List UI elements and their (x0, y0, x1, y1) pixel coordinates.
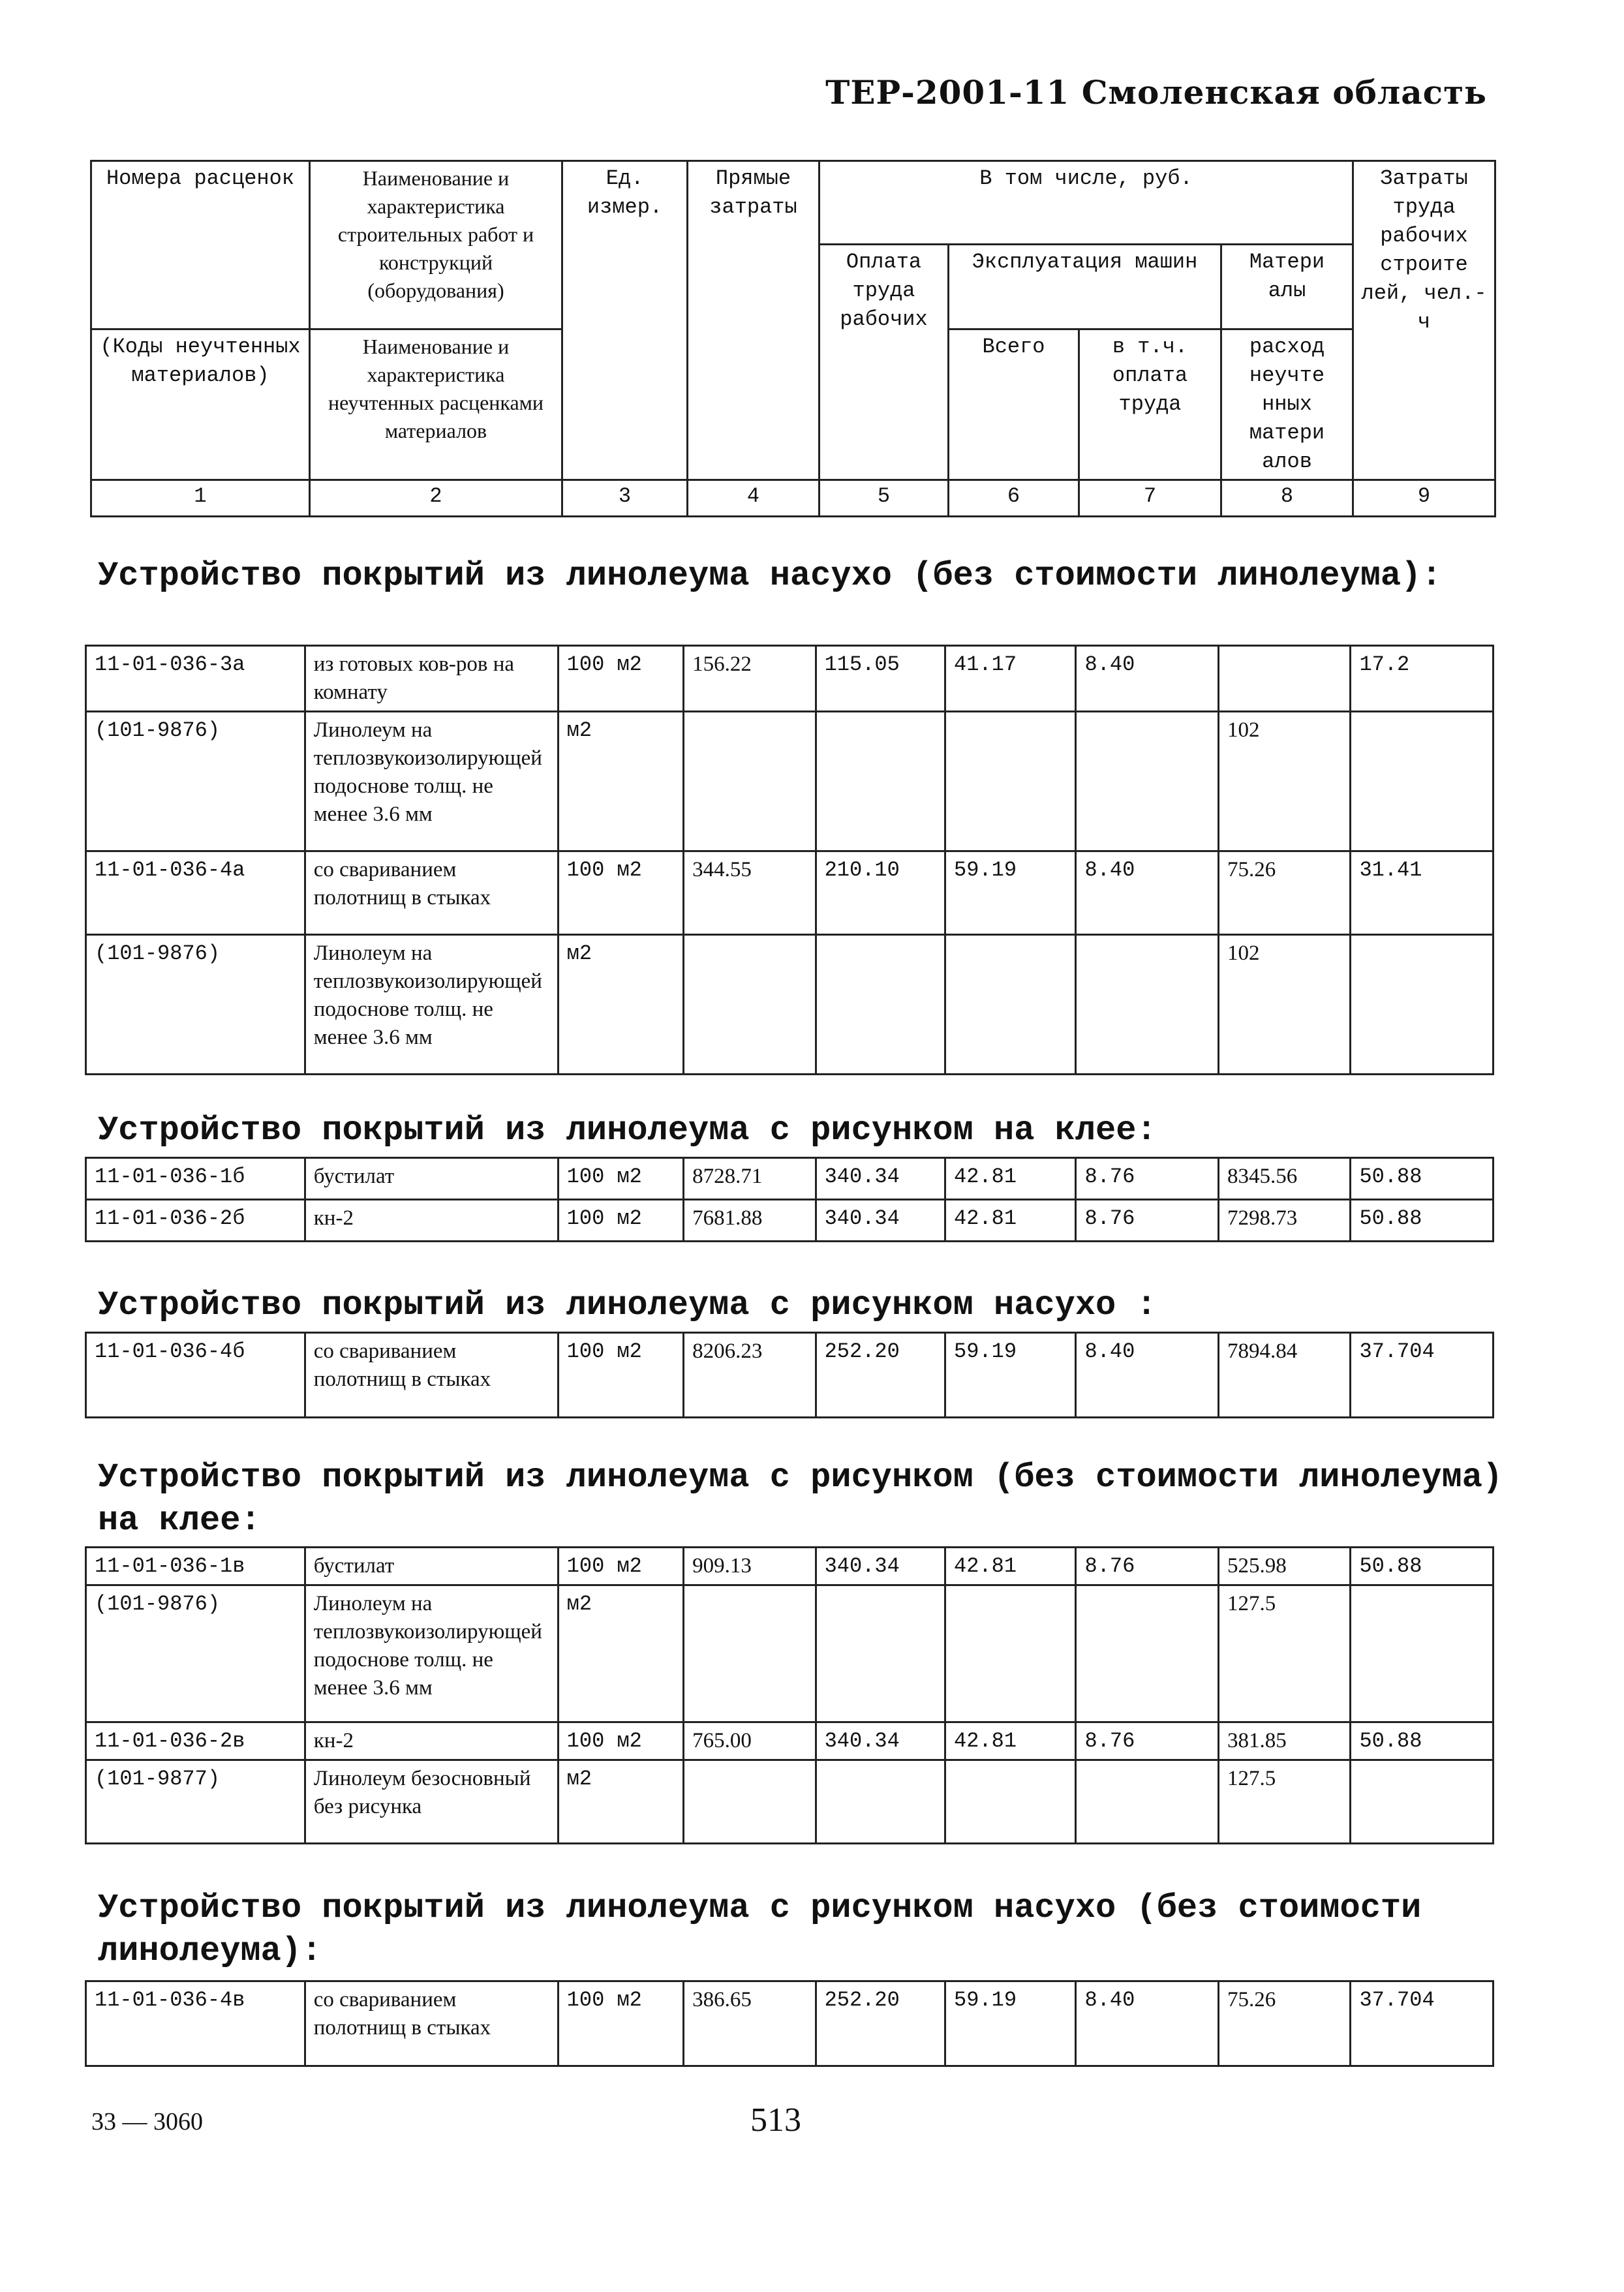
machine-cost: 59.19 (945, 1981, 1076, 2066)
table-row (86, 1981, 1494, 2066)
table-row (86, 1158, 1494, 1200)
unit: 100 м2 (558, 1548, 683, 1585)
machine-cost: 42.81 (945, 1548, 1076, 1585)
labor-cost (816, 935, 945, 1075)
labor-hours: 50.88 (1351, 1548, 1494, 1585)
machine-labor-cost: 8.40 (1076, 851, 1219, 935)
labor-hours: 50.88 (1351, 1200, 1494, 1242)
rate-code: 11-01-036-1в (86, 1548, 305, 1585)
section-title: Устройство покрытий из линолеума с рисунком (без стоимости линолеума) на клее: (98, 1458, 1503, 1540)
machine-labor-cost (1076, 712, 1219, 851)
section-table (85, 1980, 1494, 2067)
machine-labor-cost: 8.76 (1076, 1200, 1219, 1242)
labor-hours: 17.2 (1351, 646, 1494, 712)
machine-labor-cost: 8.40 (1076, 1981, 1219, 2066)
header-direct: Прямые затраты (688, 161, 820, 480)
direct-cost (684, 712, 816, 851)
material-cost: 127.5 (1218, 1760, 1350, 1844)
labor-hours (1351, 1585, 1494, 1722)
labor-cost: 210.10 (816, 851, 945, 935)
direct-cost (684, 1585, 816, 1722)
header-codes: Номера расценок (91, 161, 310, 245)
header-material-name: Наименование и характеристика неучтенных расценками материалов (310, 329, 562, 480)
machine-cost: 42.81 (945, 1200, 1076, 1242)
rate-code: (101-9876) (86, 712, 305, 851)
work-name: бустилат (305, 1548, 558, 1585)
material-cost: 75.26 (1218, 1981, 1350, 2066)
direct-cost: 8728.71 (684, 1158, 816, 1200)
machine-labor-cost: 8.40 (1076, 646, 1219, 712)
material-cost: 102 (1218, 712, 1350, 851)
labor-hours: 50.88 (1351, 1722, 1494, 1760)
header-mach-total: Всего (949, 329, 1079, 480)
labor-hours (1351, 935, 1494, 1075)
labor-cost (816, 712, 945, 851)
machine-cost (945, 935, 1076, 1075)
work-name: из готовых ков-ров на комнату (305, 646, 558, 712)
rate-code: 11-01-036-2в (86, 1722, 305, 1760)
machine-labor-cost: 8.40 (1076, 1333, 1219, 1418)
rate-code: (101-9877) (86, 1760, 305, 1844)
unit: 100 м2 (558, 1722, 683, 1760)
labor-cost: 252.20 (816, 1333, 945, 1418)
header-material-codes: (Коды неучтенных материалов) (91, 329, 310, 480)
col-number: 2 (310, 480, 562, 517)
work-name: Линолеум на теплозвукоизолирующей подоснове толщ. не менее 3.6 мм (305, 712, 558, 851)
labor-hours (1351, 712, 1494, 851)
unit: 100 м2 (558, 1200, 683, 1242)
labor-cost: 340.34 (816, 1158, 945, 1200)
direct-cost: 765.00 (684, 1722, 816, 1760)
labor-hours: 37.704 (1351, 1333, 1494, 1418)
unit: м2 (558, 1760, 683, 1844)
header-name: Наименование и характеристика строительных работ и конструкций (оборудования) (310, 161, 562, 329)
rate-code: 11-01-036-4б (86, 1333, 305, 1418)
footer-code: 33 — 3060 (91, 2108, 203, 2135)
machine-cost (945, 712, 1076, 851)
material-cost: 75.26 (1218, 851, 1350, 935)
work-name: со свариванием полотнищ в стыках (305, 851, 558, 935)
header-machines: Эксплуатация машин (949, 245, 1221, 329)
machine-labor-cost: 8.76 (1076, 1722, 1219, 1760)
direct-cost (684, 935, 816, 1075)
material-cost: 7298.73 (1218, 1200, 1350, 1242)
table-row (86, 1760, 1494, 1844)
table-row (86, 851, 1494, 935)
section-table (85, 1546, 1494, 1844)
material-cost (1218, 646, 1350, 712)
rate-code: 11-01-036-4а (86, 851, 305, 935)
machine-cost: 42.81 (945, 1722, 1076, 1760)
header-labor: Оплата труда рабочих (820, 245, 949, 480)
labor-hours: 37.704 (1351, 1981, 1494, 2066)
header-hours: Затраты труда рабочих строите лей, чел.-ч (1353, 161, 1495, 480)
direct-cost: 156.22 (684, 646, 816, 712)
section-table (85, 1157, 1494, 1242)
work-name: кн-2 (305, 1722, 558, 1760)
material-cost: 525.98 (1218, 1548, 1350, 1585)
table-row (86, 1585, 1494, 1722)
section-title: Устройство покрытий из линолеума с рисунком на клее: (98, 1111, 1157, 1150)
labor-hours: 31.41 (1351, 851, 1494, 935)
col-number: 9 (1353, 480, 1495, 517)
machine-cost: 42.81 (945, 1158, 1076, 1200)
unit: 100 м2 (558, 1158, 683, 1200)
table-row (86, 935, 1494, 1075)
labor-cost: 340.34 (816, 1200, 945, 1242)
rate-code: (101-9876) (86, 1585, 305, 1722)
labor-cost: 340.34 (816, 1722, 945, 1760)
material-cost: 127.5 (1218, 1585, 1350, 1722)
unit: 100 м2 (558, 1981, 683, 2066)
table-row (86, 1200, 1494, 1242)
col-number: 4 (688, 480, 820, 517)
rate-code: 11-01-036-2б (86, 1200, 305, 1242)
table-row (86, 712, 1494, 851)
col-number: 8 (1221, 480, 1353, 517)
direct-cost (684, 1760, 816, 1844)
work-name: со свариванием полотнищ в стыках (305, 1333, 558, 1418)
table-row (86, 1548, 1494, 1585)
unit: м2 (558, 935, 683, 1075)
unit: 100 м2 (558, 646, 683, 712)
rate-code: 11-01-036-4в (86, 1981, 305, 2066)
header-material-usage: расход неучте нных матери алов (1221, 329, 1353, 480)
labor-hours: 50.88 (1351, 1158, 1494, 1200)
machine-cost: 59.19 (945, 1333, 1076, 1418)
header-group: В том числе, руб. (820, 161, 1353, 245)
section-table (85, 1332, 1494, 1418)
header-spacer (91, 245, 310, 329)
work-name: Линолеум на теплозвукоизолирующей подоснове толщ. не менее 3.6 мм (305, 1585, 558, 1722)
page-number: 513 (750, 2101, 801, 2139)
section-title: Устройство покрытий из линолеума насухо (без стоимости линолеума): (98, 557, 1442, 595)
direct-cost: 909.13 (684, 1548, 816, 1585)
labor-cost (816, 1585, 945, 1722)
labor-cost: 115.05 (816, 646, 945, 712)
machine-labor-cost (1076, 1760, 1219, 1844)
rate-code: 11-01-036-3а (86, 646, 305, 712)
labor-cost: 252.20 (816, 1981, 945, 2066)
table-row (86, 1722, 1494, 1760)
table-row (86, 646, 1494, 712)
machine-labor-cost: 8.76 (1076, 1158, 1219, 1200)
section-table (85, 645, 1494, 1075)
section-title: Устройство покрытий из линолеума с рисунком насухо : (98, 1286, 1157, 1324)
column-header-table (90, 160, 1496, 517)
table-row (86, 1333, 1494, 1418)
work-name: Линолеум безосновный без рисунка (305, 1760, 558, 1844)
section-title: Устройство покрытий из линолеума с рисунком насухо (без стоимости линолеума): (98, 1889, 1422, 1970)
col-number: 5 (820, 480, 949, 517)
work-name: со свариванием полотнищ в стыках (305, 1981, 558, 2066)
material-cost: 102 (1218, 935, 1350, 1075)
material-cost: 7894.84 (1218, 1333, 1350, 1418)
col-number: 6 (949, 480, 1079, 517)
material-cost: 381.85 (1218, 1722, 1350, 1760)
unit: м2 (558, 712, 683, 851)
machine-labor-cost: 8.76 (1076, 1548, 1219, 1585)
machine-labor-cost (1076, 935, 1219, 1075)
work-name: бустилат (305, 1158, 558, 1200)
machine-labor-cost (1076, 1585, 1219, 1722)
header-mach-labor: в т.ч. оплата труда (1079, 329, 1221, 480)
unit: 100 м2 (558, 1333, 683, 1418)
machine-cost: 59.19 (945, 851, 1076, 935)
labor-cost: 340.34 (816, 1548, 945, 1585)
direct-cost: 386.65 (684, 1981, 816, 2066)
header-materials: Матери алы (1221, 245, 1353, 329)
labor-cost (816, 1760, 945, 1844)
labor-hours (1351, 1760, 1494, 1844)
work-name: кн-2 (305, 1200, 558, 1242)
direct-cost: 344.55 (684, 851, 816, 935)
machine-cost (945, 1760, 1076, 1844)
direct-cost: 7681.88 (684, 1200, 816, 1242)
machine-cost: 41.17 (945, 646, 1076, 712)
material-cost: 8345.56 (1218, 1158, 1350, 1200)
unit: м2 (558, 1585, 683, 1722)
col-number: 3 (562, 480, 688, 517)
rate-code: (101-9876) (86, 935, 305, 1075)
direct-cost: 8206.23 (684, 1333, 816, 1418)
work-name: Линолеум на теплозвукоизолирующей подоснове толщ. не менее 3.6 мм (305, 935, 558, 1075)
col-number: 1 (91, 480, 310, 517)
machine-cost (945, 1585, 1076, 1722)
header-unit: Ед. измер. (562, 161, 688, 480)
rate-code: 11-01-036-1б (86, 1158, 305, 1200)
unit: 100 м2 (558, 851, 683, 935)
page-title: ТЕР-2001-11 Смоленская область (825, 73, 1487, 112)
col-number: 7 (1079, 480, 1221, 517)
